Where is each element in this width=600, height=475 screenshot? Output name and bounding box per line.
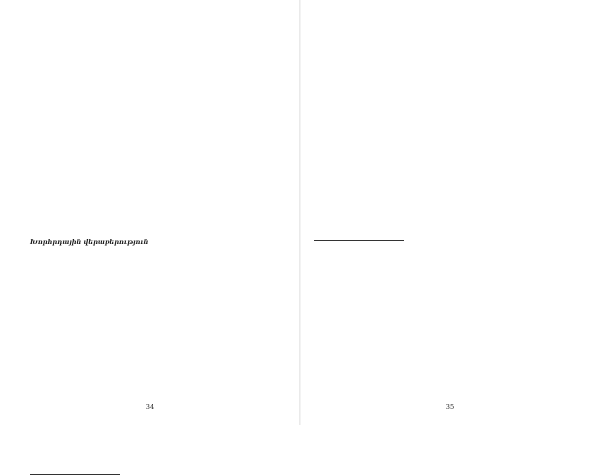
left-page-number: 34 <box>145 403 155 411</box>
right-page-body-text <box>314 14 572 234</box>
left-page <box>0 0 300 425</box>
left-page-body-text-continued <box>30 248 288 468</box>
right-page <box>300 0 600 425</box>
left-page-body-text <box>30 14 288 234</box>
footnote-rule <box>314 240 404 241</box>
right-page-number: 35 <box>445 403 455 411</box>
left-page-section-heading: Խորհրդային վերաբերություն <box>30 238 149 246</box>
